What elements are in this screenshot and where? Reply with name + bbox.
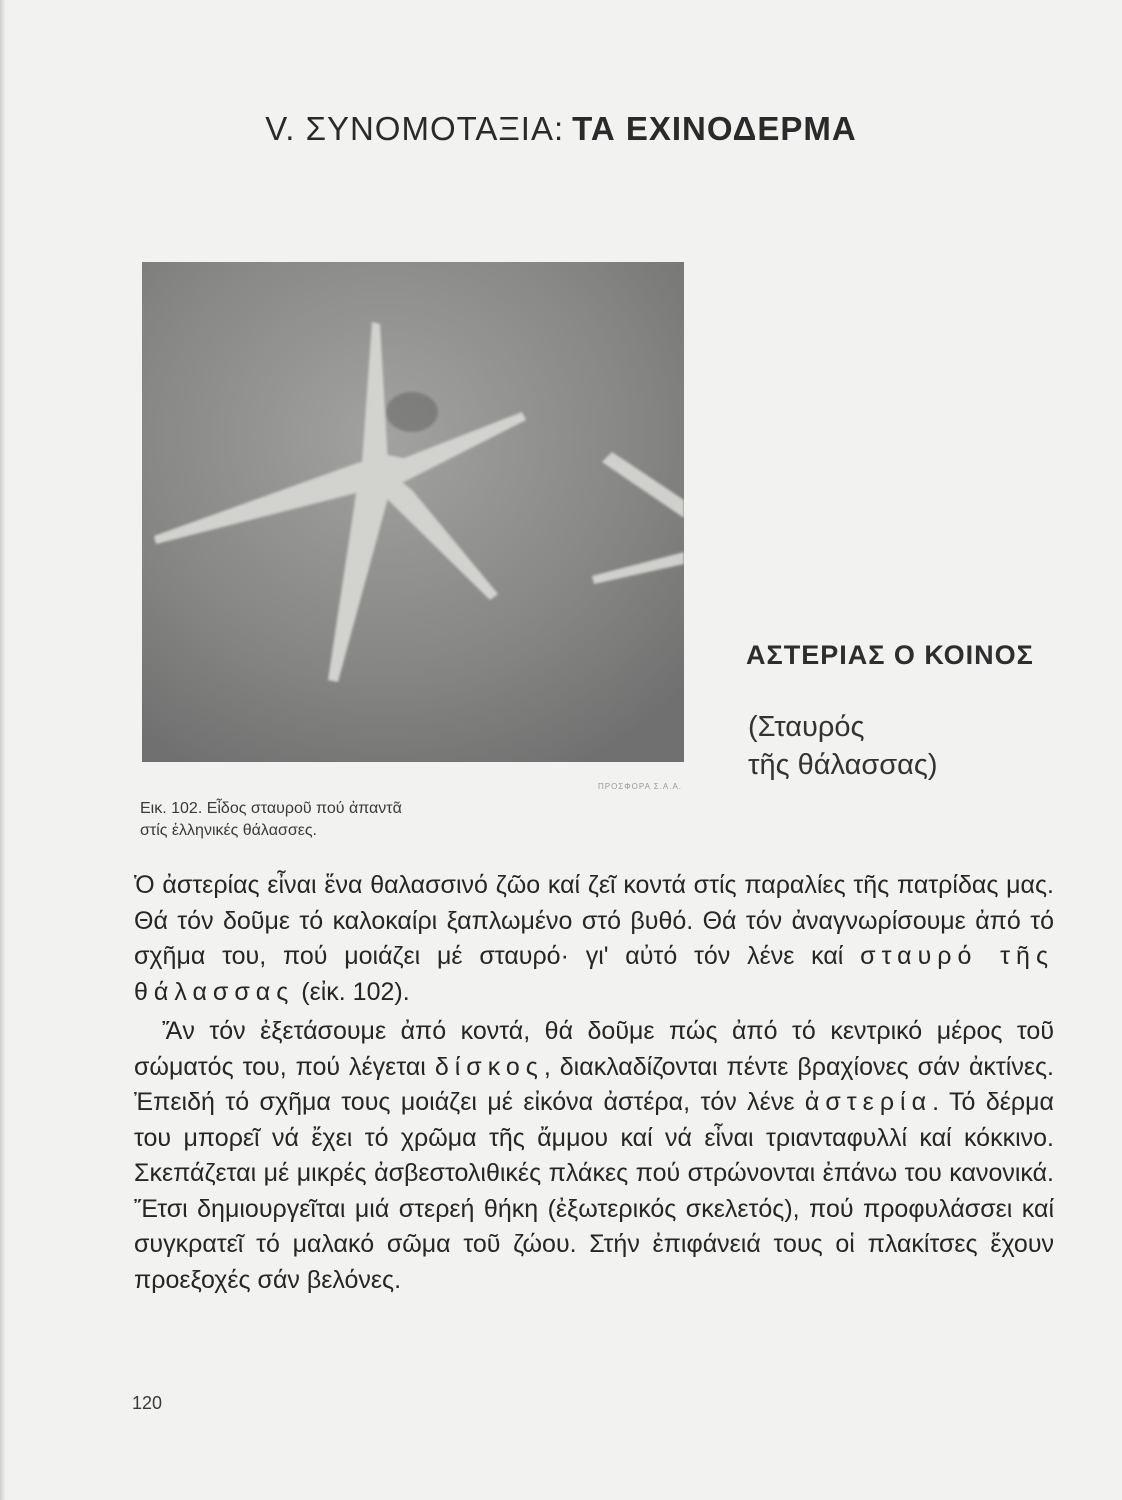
caption-line-1: Εικ. 102. Εἶδος σταυροῦ πού ἀπαντᾶ — [140, 800, 402, 817]
paragraph-1-text-b: (εἰκ. 102). — [294, 977, 410, 1006]
starfish-photo — [142, 262, 684, 762]
page-number: 120 — [132, 1393, 163, 1413]
shadow-blob — [386, 392, 438, 432]
species-title: ΑΣΤΕΡΙΑΣ Ο ΚΟΙΝΟΣ — [746, 640, 1034, 670]
paragraph-2-emphasis-2: ἀστερία — [804, 1088, 933, 1116]
page-edge-shadow — [0, 0, 6, 1500]
photo-credit: ΠΡΟΣΦΟΡΑ Σ.Α.Α. — [598, 782, 683, 791]
species-subtitle — [748, 708, 938, 784]
paragraph-2 — [134, 1014, 1054, 1298]
chapter-name: ΤΑ ΕΧΙΝΟΔΕΡΜΑ — [572, 110, 857, 147]
paragraph-1-emphasis: σταυρό τῆς θάλασσας — [134, 942, 1054, 1006]
chapter-title — [0, 110, 1122, 148]
paragraph-1-text-a: Ὁ ἀστερίας εἶναι ἕνα θαλασσινό ζῶο καί ζεῖ κοντά στίς παραλίες τῆς πατρίδας μας. Θά τόν δοῦμε τό καλοκαίρι ξαπλωμένο στό βυθό. Θά τόν ἀναγνωρίσουμε ἀπό τό σχῆμα του, πού μοιάζει μέ σταυρό· γι' αὐτό τόν λένε καί — [134, 871, 1054, 970]
paragraph-2-text-c: . Τό δέρμα του μπορεῖ νά ἔχει τό χρῶμα τῆς ἄμμου καί νά εἶναι τριανταφυλλί καί κόκκινο. Σκεπάζεται μέ μικρές ἀσβεστολιθικές πλάκες πού στρώνονται ἐπάνω του κανονικά. Ἔτσι δημιουργεῖται μιά στερεή θήκη (ἐξωτερικός σκελετός), πού προφυλάσσει καί συγκρατεῖ τό μαλακό σῶμα τοῦ ζώου. Στήν ἐπιφάνειά τους οἱ πλακίτσες ἔχουν προεξοχές σάν βελόνες. — [134, 1088, 1054, 1294]
starfish-illustration — [142, 262, 684, 762]
caption-line-2: στίς ἑλληνικές θάλασσες. — [140, 822, 317, 839]
species-subtitle-line-2: τῆς θάλασσας) — [748, 749, 938, 781]
body-text — [134, 868, 1054, 1298]
paragraph-1 — [134, 868, 1054, 1010]
species-subtitle-line-1: (Σταυρός — [748, 711, 865, 743]
paragraph-2-text-a: Ἄν τόν ἐξετάσουμε ἀπό κοντά, θά δοῦμε πώς ἀπό τό κεντρικό μέρος τοῦ σώματός του, πού λέγεται — [134, 1017, 1054, 1081]
paragraph-2-emphasis-1: δίσκος — [434, 1052, 544, 1081]
chapter-prefix: V. ΣΥΝΟΜΟΤΑΞΙΑ: — [265, 110, 565, 147]
figure-caption — [140, 798, 540, 842]
paragraph-2-text-b: , διακλαδίζονται πέντε βραχίονες σάν ἀκτίνες. Ἐπειδή τό σχῆμα τους μοιάζει μέ εἰκόνα ἀστέρα, τόν λένε — [134, 1052, 1055, 1116]
